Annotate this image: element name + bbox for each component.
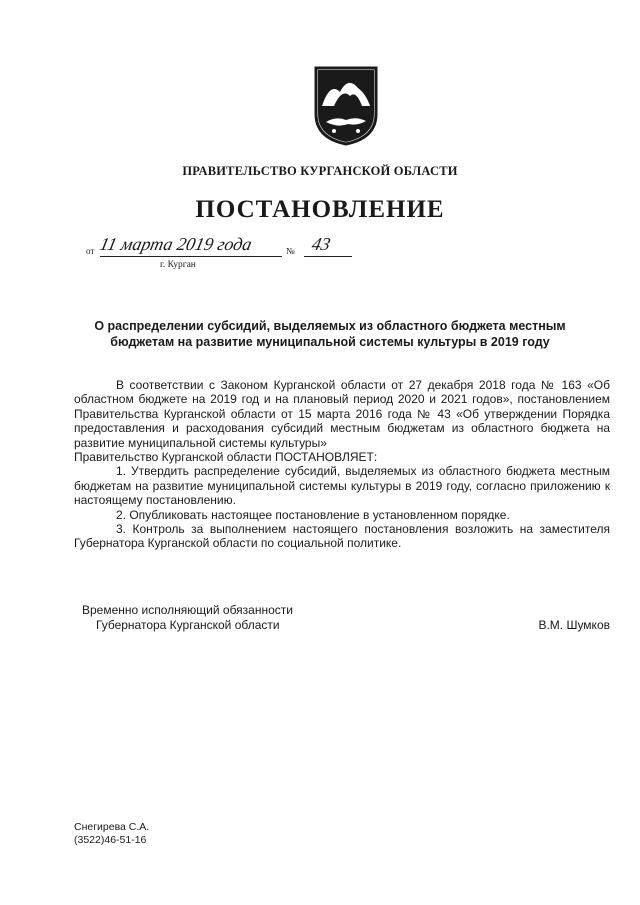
city-label: г. Курган — [160, 260, 196, 270]
subject-line: О распределении субсидий, выделяемых из областного бюджета местным — [94, 319, 566, 333]
government-name: ПРАВИТЕЛЬСТВО КУРГАНСКОЙ ОБЛАСТИ — [182, 164, 458, 178]
decree-item-3: 3. Контроль за выполнением настоящего постановления возложить на заместителя Губернатора Курганской области по социальной политике. — [74, 522, 610, 551]
executor-name: Снегирева С.А. — [74, 821, 150, 833]
document-body — [74, 378, 610, 551]
executor-phone: (3522)46-51-16 — [74, 834, 147, 846]
signatory-name: В.М. Шумков — [538, 618, 610, 632]
preamble-paragraph: В соответствии с Законом Курганской области от 27 декабря 2018 года № 163 «Об областном бюджете на 2019 год и на плановый период 2020 и 2021 годов», постановлением Правительства Курганской области от 15 марта 2016 года № 43 «Об утверждении Порядка предоставления и расходования субсидий местным бюджетам из областного бюджета на развитие муниципальной системы культуры» — [74, 378, 610, 450]
decree-item-2: 2. Опубликовать настоящее постановление в установленном порядке. — [116, 507, 510, 522]
date-prefix: от — [86, 246, 95, 256]
number-underline — [304, 256, 352, 257]
position-line: Губернатора Курганской области — [96, 618, 280, 632]
coat-of-arms-icon — [314, 66, 378, 146]
document-type-title: ПОСТАНОВЛЕНИЕ — [195, 196, 445, 223]
position-line: Временно исполняющий обязанности — [82, 603, 293, 617]
signatory-position — [82, 603, 293, 633]
decree-item-1: 1. Утвердить распределение субсидий, выделяемых из областного бюджета местным бюджетам на развитие муниципальной системы культуры в 2019 году, согласно приложению к настоящему постановлению. — [74, 464, 610, 508]
subject-line: бюджетам на развитие муниципальной системы культуры в 2019 году — [110, 335, 550, 349]
handwritten-date: 11 марта 2019 года — [97, 234, 254, 254]
handwritten-number: 43 — [309, 234, 333, 254]
decree-line: Правительство Курганской области ПОСТАНОВЛЯЕТ: — [74, 450, 378, 465]
date-underline — [100, 256, 282, 257]
number-prefix: № — [286, 246, 295, 256]
document-date-number — [86, 236, 366, 272]
executor-info — [74, 821, 149, 847]
document-subject — [80, 318, 580, 350]
